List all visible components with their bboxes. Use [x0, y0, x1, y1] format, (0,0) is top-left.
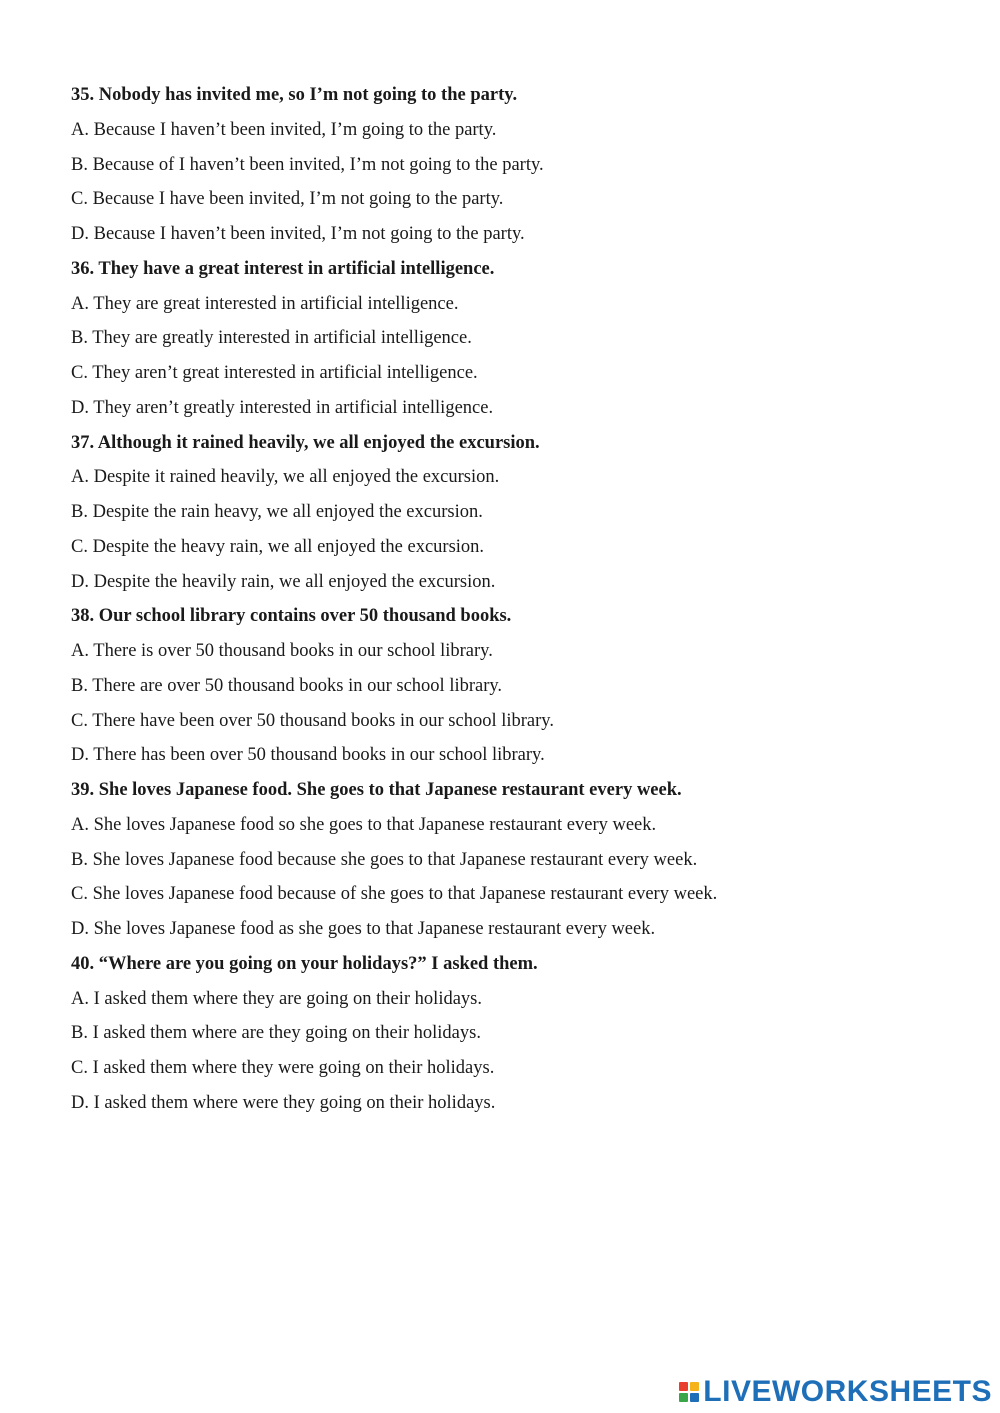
worksheet [71, 78, 951, 1121]
option-b[interactable]: B. I asked them where are they going on their holidays. [71, 1023, 481, 1044]
question-38 [71, 599, 951, 773]
liveworksheets-logo [679, 1375, 992, 1409]
question-39 [71, 773, 951, 947]
question-prompt: 35. Nobody has invited me, so I’m not going to the party. [71, 85, 518, 105]
option-d[interactable]: D. She loves Japanese food as she goes to that Japanese restaurant every week. [71, 919, 656, 939]
logo-square-icon [690, 1382, 699, 1391]
option-c[interactable]: C. I asked them where they were going on their holidays. [71, 1058, 495, 1078]
option-d[interactable]: D. They aren’t greatly interested in artificial intelligence. [71, 397, 494, 418]
question-36 [71, 252, 951, 426]
question-prompt: 40. “Where are you going on your holidays?” I asked them. [71, 953, 538, 974]
option-c[interactable]: C. There have been over 50 thousand books in our school library. [71, 710, 554, 731]
question-prompt: 39. She loves Japanese food. She goes to that Japanese restaurant every week. [71, 780, 682, 800]
question-prompt: 37. Although it rained heavily, we all enjoyed the excursion. [71, 432, 540, 453]
question-37 [71, 426, 951, 600]
option-a[interactable]: A. I asked them where they are going on their holidays. [71, 988, 482, 1009]
logo-mark-icon [679, 1382, 699, 1402]
option-a[interactable]: A. They are great interested in artificial intelligence. [71, 293, 459, 314]
option-c[interactable]: C. Despite the heavy rain, we all enjoyed the excursion. [71, 536, 485, 557]
option-b[interactable]: B. Despite the rain heavy, we all enjoyed the excursion. [71, 502, 483, 522]
question-35 [71, 78, 951, 252]
option-b[interactable]: B. She loves Japanese food because she goes to that Japanese restaurant every week. [71, 849, 698, 870]
option-a[interactable]: A. There is over 50 thousand books in our school library. [71, 641, 493, 661]
question-40 [71, 947, 951, 1121]
option-a[interactable]: A. Because I haven’t been invited, I’m going to the party. [71, 119, 497, 140]
option-d[interactable]: D. Because I haven’t been invited, I’m not going to the party. [71, 224, 525, 244]
question-prompt: 38. Our school library contains over 50 thousand books. [71, 606, 512, 627]
logo-square-icon [679, 1382, 688, 1391]
option-a[interactable]: A. She loves Japanese food so she goes to that Japanese restaurant every week. [71, 814, 657, 835]
option-c[interactable]: C. Because I have been invited, I’m not going to the party. [71, 189, 504, 210]
logo-square-icon [690, 1393, 699, 1402]
logo-square-icon [679, 1393, 688, 1402]
option-b[interactable]: B. They are greatly interested in artificial intelligence. [71, 328, 472, 349]
option-b[interactable]: B. There are over 50 thousand books in our school library. [71, 675, 503, 696]
option-d[interactable]: D. Despite the heavily rain, we all enjoyed the excursion. [71, 571, 496, 592]
logo-brand-text: LIVEWORKSHEETS [703, 1375, 992, 1408]
option-d[interactable]: D. There has been over 50 thousand books in our school library. [71, 745, 545, 766]
option-c[interactable]: C. They aren’t great interested in artificial intelligence. [71, 363, 478, 383]
option-d[interactable]: D. I asked them where were they going on their holidays. [71, 1092, 496, 1113]
question-prompt: 36. They have a great interest in artificial intelligence. [71, 258, 495, 279]
option-c[interactable]: C. She loves Japanese food because of she goes to that Japanese restaurant every week. [71, 884, 718, 905]
option-b[interactable]: B. Because of I haven’t been invited, I’m not going to the party. [71, 154, 544, 175]
option-a[interactable]: A. Despite it rained heavily, we all enjoyed the excursion. [71, 467, 500, 488]
